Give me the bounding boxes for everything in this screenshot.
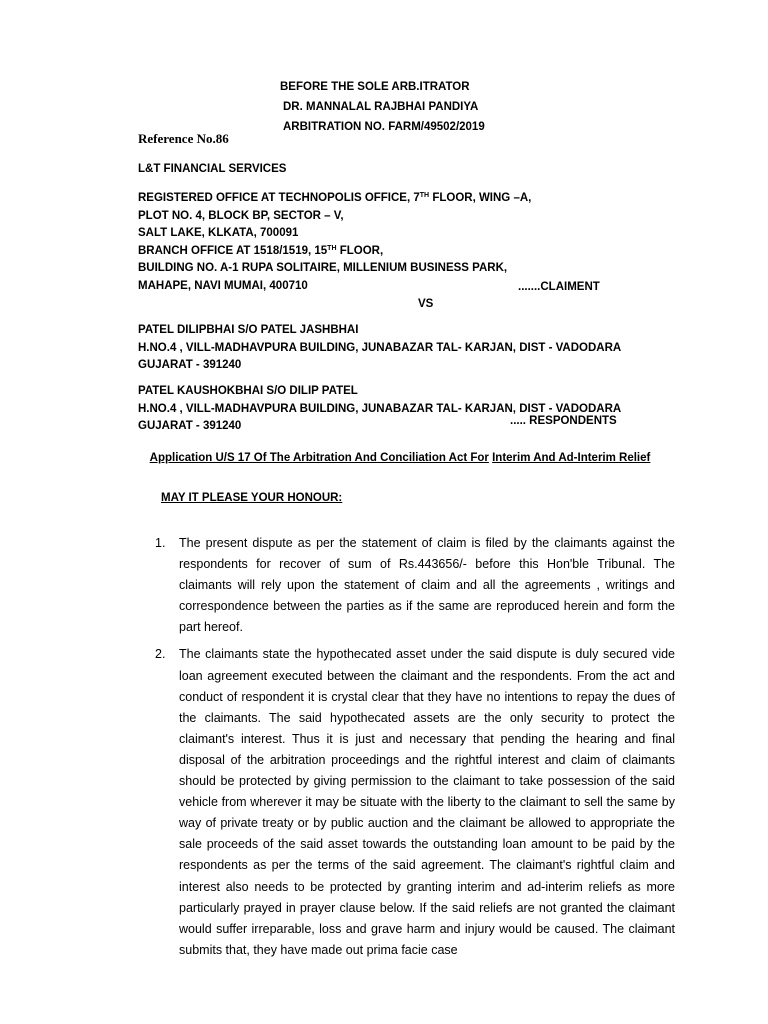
header-arbitrator-name: DR. MANNALAL RAJBHAI PANDIYA [283,101,479,113]
application-title [140,450,660,468]
paragraph [140,533,675,638]
paragraph-text: The claimants state the hypothecated asset under the said dispute is duly secured vide loan agreement executed between the claimant and the respondents. From the act and conduct of respondent it is crystal clear that they have no intentions to repay the dues of the claimants. The said hypothecated assets are the only security to protect the claimant's interest. Thus it is just and necessary that pending the hearing and final disposal of the arbitration proceedings and the rightful interest and claim of claimants should be protected by giving permission to the claimant to take possession of the said vehicle from wherever it may be situate with the liberty to the claimant to sell the same by way of private treaty or by public auction and the claimant be allowed to appropriate the sale proceeds of the said asset towards the outstanding loan amount to be paid by the respondents as per the terms of the said agreement. The claimant's rightful claim and interest also needs to be protected by granting interim and ad-interim reliefs as more particularly prayed in prayer clause below. If the said reliefs are not granted the claimant would suffer irreparable, loss and grave harm and injury would be caused. The claimant submits that, they have made out prima facie case [179,647,675,957]
respondent-name: PATEL DILIPBHAI S/O PATEL JASHBHAI [138,324,359,336]
document-header [280,79,485,139]
header-arbitrator-line: BEFORE THE SOLE ARB.ITRATOR [280,81,470,93]
paragraph [140,644,675,960]
claimant-address-line: BUILDING NO. A-1 RUPA SOLITAIRE, MILLENIUM BUSINESS PARK, [138,262,508,274]
application-title-part1: Application U/S 17 Of The Arbitration And Conciliation Act For [149,452,489,464]
application-title-part2: Interim And Ad-Interim Relief [492,452,651,464]
claimant-address-line: REGISTERED OFFICE AT TECHNOPOLIS OFFICE, 7TH FLOOR, WING –A, [138,192,532,204]
respondent-state: GUJARAT - 391240 [138,420,242,432]
header-arbitration-number: ARBITRATION NO. FARM/49502/2019 [283,121,485,133]
respondent-address: H.NO.4 , VILL-MADHAVPURA BUILDING, JUNABAZAR TAL- KARJAN, DIST - VADODARA [138,341,622,354]
salutation: MAY IT PLEASE YOUR HONOUR: [161,492,343,504]
claimant-label: .......CLAIMENT [518,281,600,293]
paragraph-number: 1. [155,536,166,550]
reference-number: Reference No.86 [138,131,229,146]
respondent-address: H.NO.4 , VILL-MADHAVPURA BUILDING, JUNABAZAR TAL- KARJAN, DIST - VADODARA [138,402,622,415]
claimant-address-line: PLOT NO. 4, BLOCK BP, SECTOR – V, [138,209,344,222]
paragraph-number: 2. [155,647,166,662]
paragraph-text: The present dispute as per the statement of claim is filed by the claimants against the respondents for recover of sum of Rs.443656/- before this Hon'ble Tribunal. The claimants will rely upon the statement of claim and all the agreements , writings and correspondence between the parties as if the same are reproduced herein and form the part hereof. [179,536,675,635]
claimant-address-line: BRANCH OFFICE AT 1518/1519, 15TH FLOOR, [138,244,384,257]
versus-label: VS [418,298,434,310]
respondent-state: GUJARAT - 391240 [138,359,242,371]
claimant-name: L&T FINANCIAL SERVICES [138,163,287,175]
respondents-label: ..... RESPONDENTS [510,415,617,427]
paragraph-list [140,533,675,967]
claimant-address [138,190,531,295]
respondent-block [138,322,621,375]
claimant-address-line: SALT LAKE, KLKATA, 700091 [138,227,299,239]
claimant-address-line: MAHAPE, NAVI MUMAI, 400710 [138,279,308,292]
respondent-name: PATEL KAUSHOKBHAI S/O DILIP PATEL [138,385,358,397]
